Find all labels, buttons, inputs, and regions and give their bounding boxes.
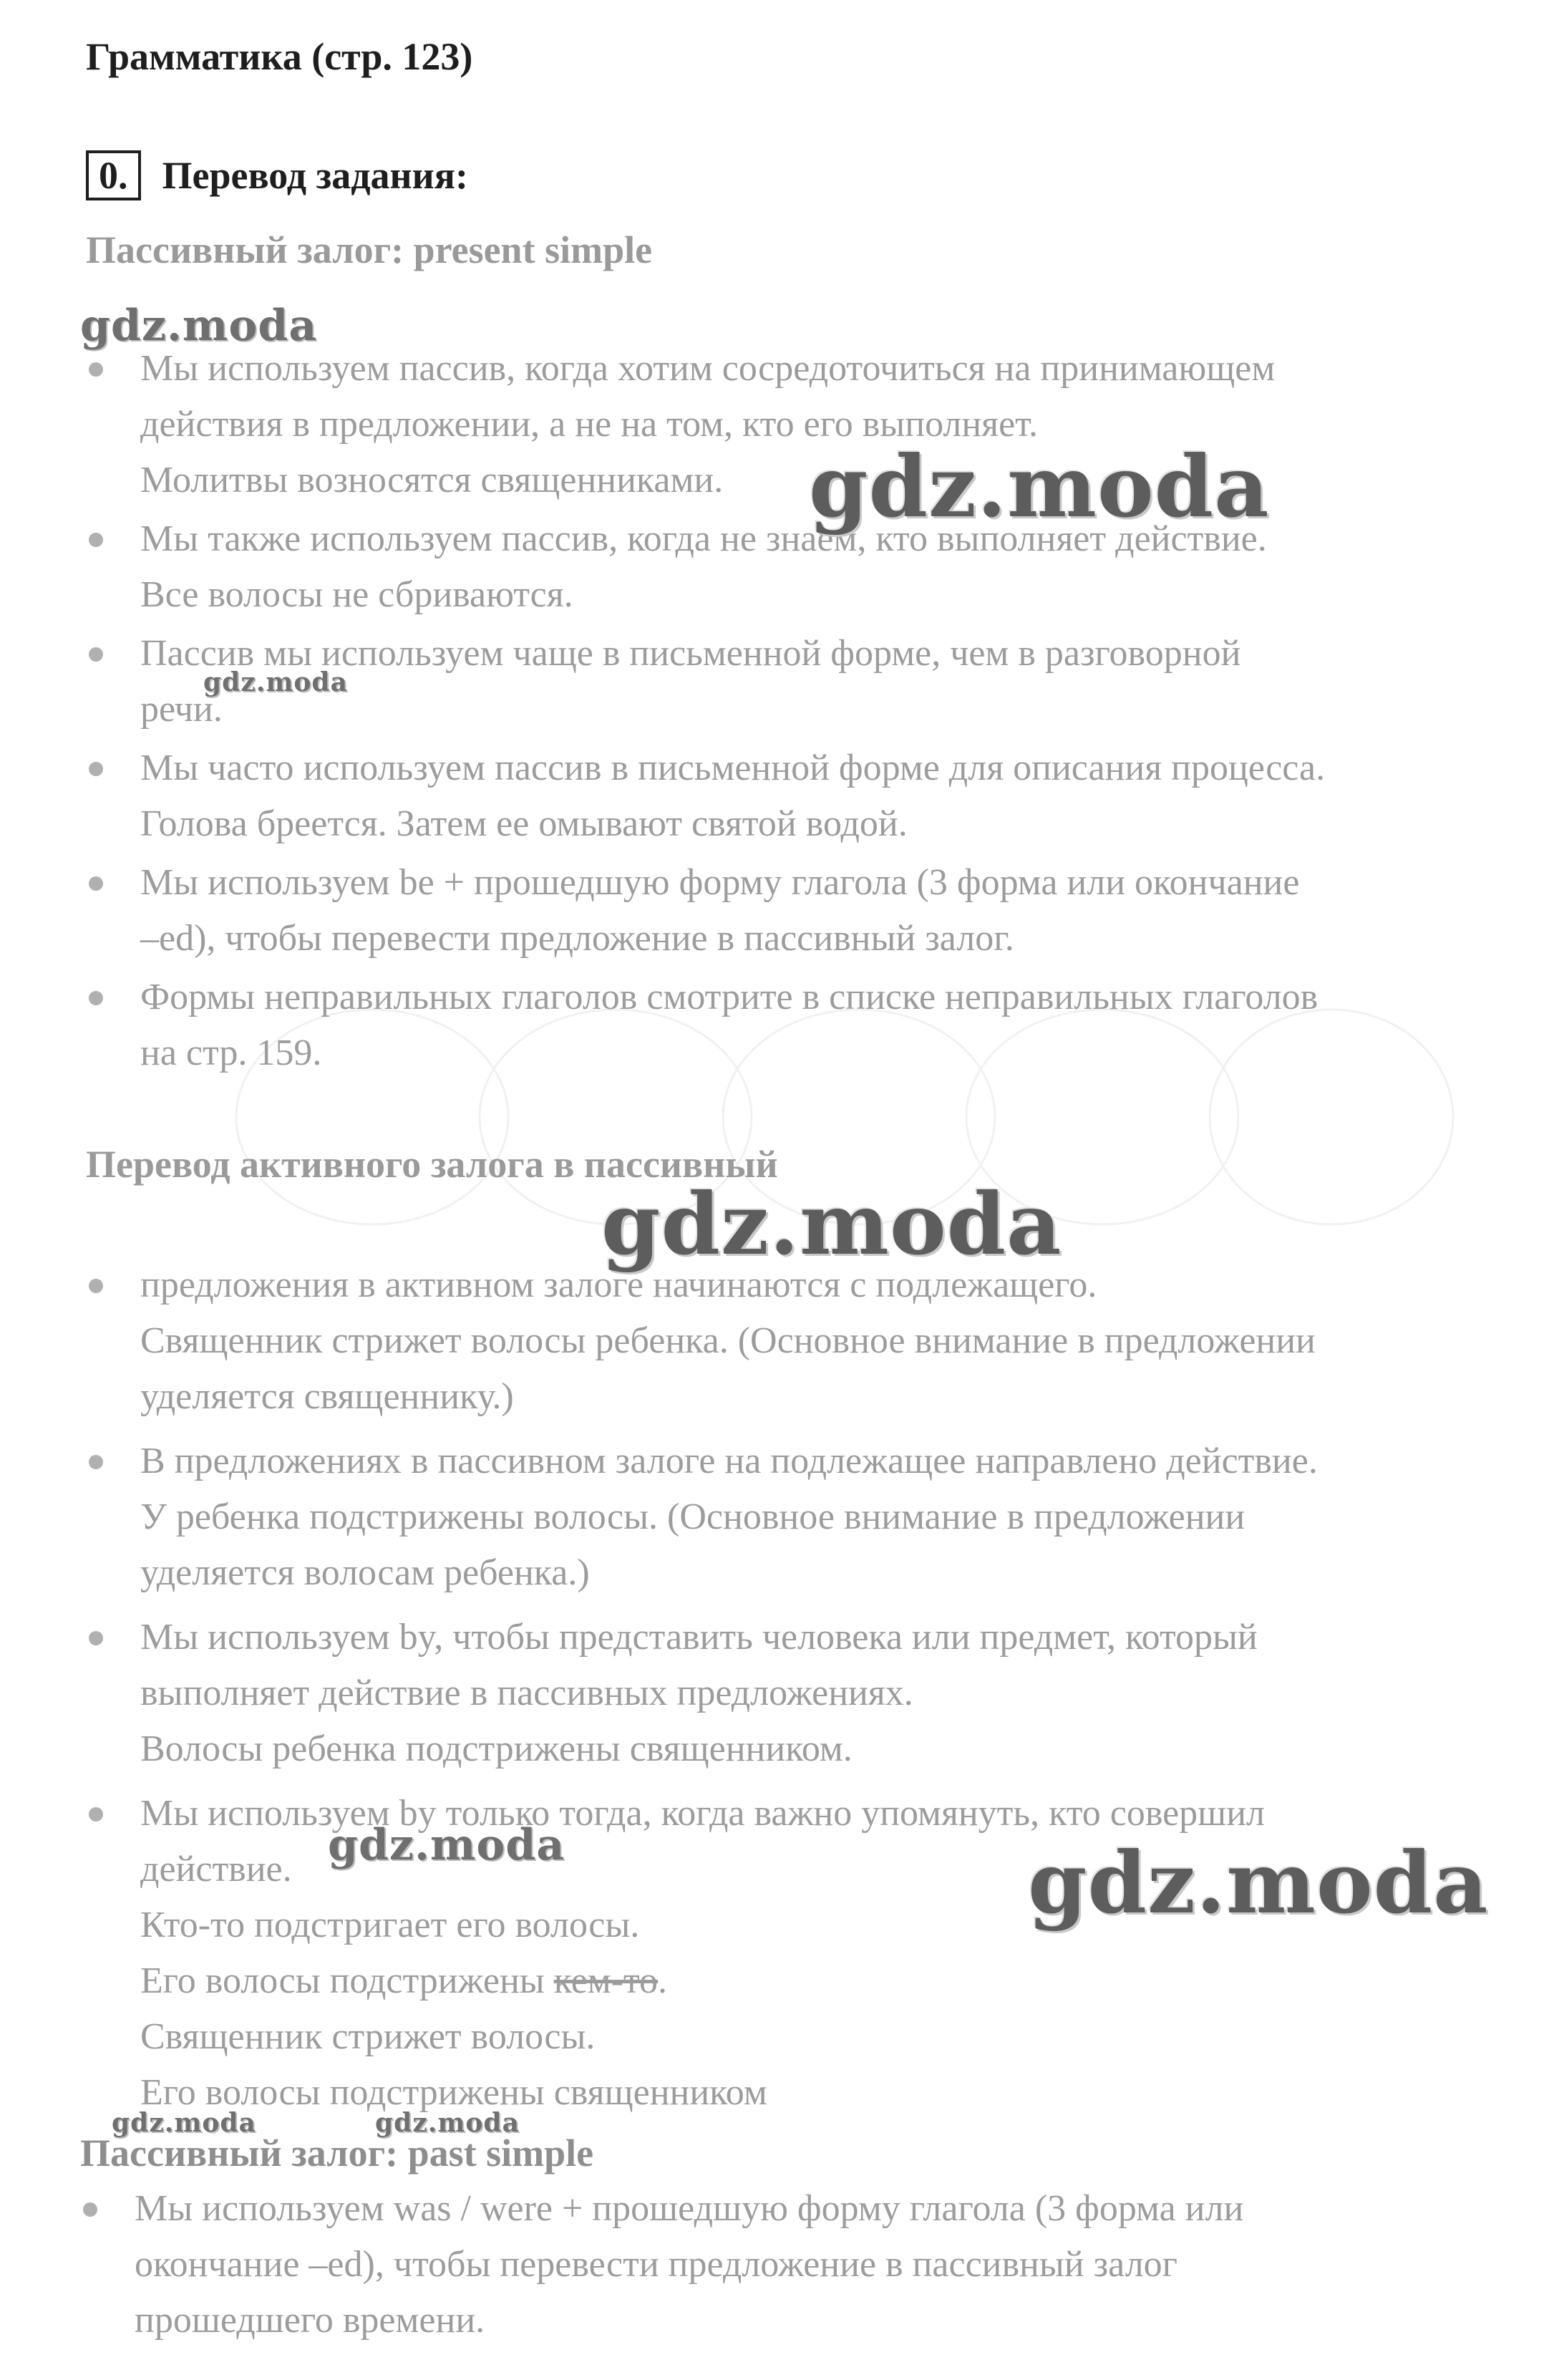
task-number: 0. [86, 150, 141, 200]
list-item: Мы используем by, чтобы представить человека или предмет, который выполняет действие в пассивных предложениях. Волосы ребенка подстрижены священником. [86, 1610, 1489, 1777]
active-to-passive-list [86, 1257, 1489, 2124]
bullet-icon [89, 647, 103, 662]
section-heading-active-to-passive: Перевод активного залога в пассивный [86, 1143, 778, 1186]
past-simple-list [80, 2181, 1483, 2351]
watermark: gdz.moda [328, 1820, 565, 1870]
list-item: Мы также используем пассив, когда не знаем, кто выполняет действие. Все волосы не сбриваются. [86, 511, 1489, 623]
bullet-icon [89, 1631, 103, 1645]
list-item: В предложениях в пассивном залоге на подлежащее направлено действие. У ребенка подстрижены волосы. (Основное внимание в предложении уделяется волосам ребенка.) [86, 1433, 1489, 1601]
bullet-icon [89, 762, 103, 776]
page-title: Грамматика (стр. 123) [86, 35, 473, 78]
bullet-icon [89, 1455, 103, 1469]
struck-word: кем-то [553, 1960, 659, 2001]
task-label: Перевод задания: [162, 154, 468, 197]
bullet-icon [89, 533, 103, 547]
watermark: gdz.moda [601, 1174, 1062, 1274]
bullet-icon [89, 362, 103, 377]
bullet-icon [89, 1279, 103, 1293]
bullet-icon [89, 991, 103, 1005]
bullet-icon [89, 876, 103, 891]
bullet-icon [89, 1807, 103, 1822]
struck-example-line: Его волосы подстрижены кем-то. [140, 1960, 668, 2001]
watermark: gdz.moda [203, 667, 348, 697]
section-heading-past-simple: Пассивный залог: past simple [80, 2132, 594, 2175]
list-item: Мы используем was / were + прошедшую форму глагола (3 форма или окончание –ed), чтобы перевести предложение в пассивный залог прошедшего времени. [80, 2181, 1483, 2348]
watermark: gdz.moda [80, 301, 318, 351]
list-item: Мы часто используем пассив в письменной форме для описания процесса. Голова бреется. Затем ее омывают святой водой. [86, 740, 1489, 852]
watermark: gdz.moda [1028, 1833, 1489, 1932]
present-simple-list [86, 341, 1489, 1084]
watermark: gdz.moda [112, 2108, 256, 2138]
list-item: Мы используем пассив, когда хотим сосредоточиться на принимающем действия в предложении, а не на том, кто его выполняет. Молитвы возносятся священниками. [86, 341, 1489, 508]
list-item: Мы используем by только тогда, когда важно упомянуть, кто совершил действие. Кто-то подстригает его волосы. Его волосы подстрижены кем-то. Священник стрижет волосы. Его волосы подстрижены священником [86, 1786, 1489, 2121]
list-item: Пассив мы используем чаще в письменной форме, чем в разговорной речи. [86, 626, 1489, 737]
list-item: Формы неправильных глаголов смотрите в списке неправильных глаголов на стр. 159. [86, 969, 1489, 1081]
bullet-icon [83, 2202, 97, 2217]
section-heading-present-simple: Пассивный залог: present simple [86, 228, 653, 271]
list-item: предложения в активном залоге начинаются с подлежащего. Священник стрижет волосы ребенка. (Основное внимание в предложении уделяется священнику.) [86, 1257, 1489, 1425]
task-header [86, 150, 468, 200]
list-item: Мы используем be + прошедшую форму глагола (3 форма или окончание –ed), чтобы перевести предложение в пассивный залог. [86, 855, 1489, 967]
watermark: gdz.moda [809, 437, 1270, 536]
watermark: gdz.moda [375, 2108, 520, 2138]
